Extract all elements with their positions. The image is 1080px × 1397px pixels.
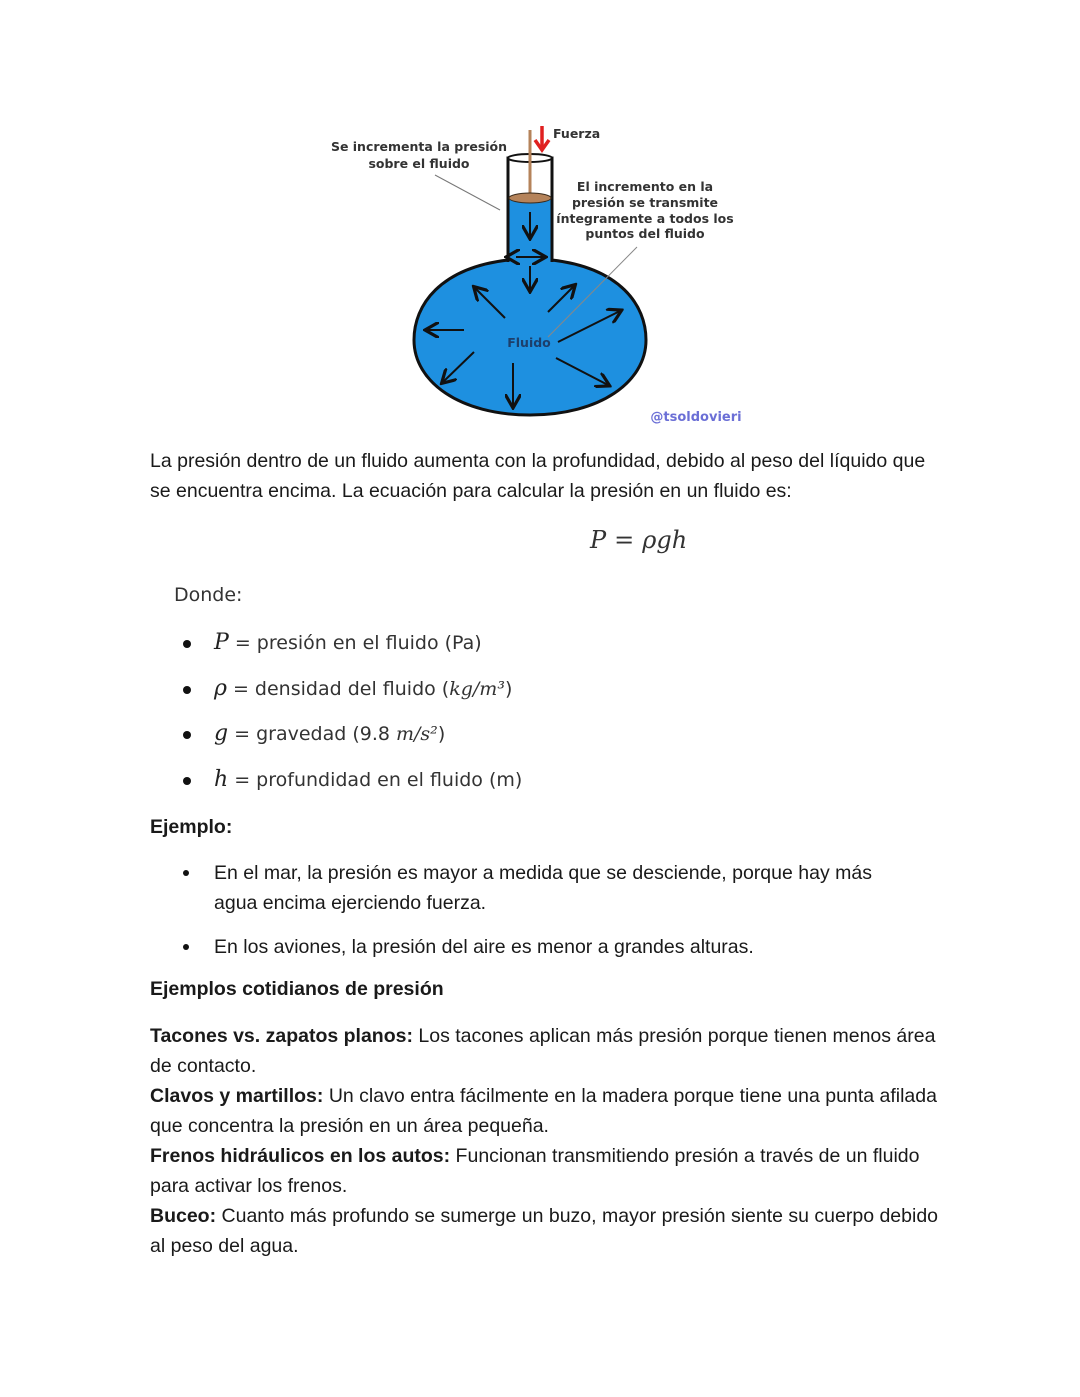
intro-line-1: La presión dentro de un fluido aumenta con la profundidad, debido al peso del líquido que (150, 450, 926, 472)
formula-eq: = (614, 526, 635, 554)
intro-line-2: se encuentra encima. La ecuación para calcular la presión en un fluido es: (150, 480, 792, 502)
formula-lhs: P (590, 526, 607, 554)
cotidianos-heading: Ejemplos cotidianos de presión (150, 978, 444, 1000)
variable-symbol: g (214, 721, 229, 746)
intro-paragraph (150, 446, 940, 506)
flask-illustration (330, 120, 750, 430)
piston (509, 193, 551, 203)
variable-item: ρ = densidad del fluido (kg/m³) (180, 674, 522, 720)
cotidiano-term: Clavos y martillos: (150, 1085, 324, 1107)
label-fluid: Fluido (507, 335, 551, 350)
pressure-formula (590, 526, 687, 554)
cotidiano-term: Tacones vs. zapatos planos: (150, 1025, 413, 1047)
variable-item: P = presión en el fluido (Pa) (180, 628, 522, 674)
variable-symbol: ρ (214, 675, 227, 701)
label-right-1: El incremento en la (576, 179, 714, 194)
cotidiano-item: Clavos y martillos: Un clavo entra fácilmente en la madera porque tiene una punta afilada que concentra la presión en un área pequeña. (150, 1085, 937, 1137)
cotidiano-item: Frenos hidráulicos en los autos: Funcionan transmitiendo presión a través de un fluido para activar los frenos. (150, 1145, 920, 1197)
watermark: @tsoldovieri (650, 410, 742, 425)
label-right-2: presión se transmite (571, 195, 719, 210)
label-right-3: íntegramente a todos los (556, 211, 734, 226)
label-left-2: sobre el fluido (368, 156, 470, 171)
cotidiano-term: Buceo: (150, 1205, 217, 1227)
cotidiano-item: Tacones vs. zapatos planos: Los tacones aplican más presión porque tienen menos área de contacto. (150, 1025, 936, 1077)
ejemplo-item: En el mar, la presión es mayor a medida que se desciende, porque hay más agua encima ejerciendo fuerza. (180, 858, 920, 918)
cotidianos-paragraphs (150, 1021, 940, 1261)
ejemplo-list (180, 858, 920, 976)
label-right-4: puntos del fluido (585, 226, 705, 241)
label-left-1: Se incrementa la presión (330, 139, 508, 154)
pascal-principle-diagram (330, 120, 750, 430)
variable-symbol: h (214, 766, 229, 792)
variables-list (180, 628, 522, 810)
label-force: Fuerza (553, 126, 601, 141)
ejemplo-heading: Ejemplo: (150, 816, 233, 838)
variable-item: g = gravedad (9.8 m/s²) (180, 719, 522, 765)
cotidiano-term: Frenos hidráulicos en los autos: (150, 1145, 451, 1167)
ejemplo-item: En los aviones, la presión del aire es menor a grandes alturas. (180, 932, 920, 962)
cotidiano-item: Buceo: Cuanto más profundo se sumerge un buzo, mayor presión siente su cuerpo debido al peso del agua. (150, 1205, 939, 1257)
donde-label: Donde: (174, 584, 243, 606)
variable-symbol: P (214, 630, 229, 655)
variable-item: h = profundidad en el fluido (m) (180, 765, 522, 811)
formula-rhs: ρgh (642, 526, 688, 554)
